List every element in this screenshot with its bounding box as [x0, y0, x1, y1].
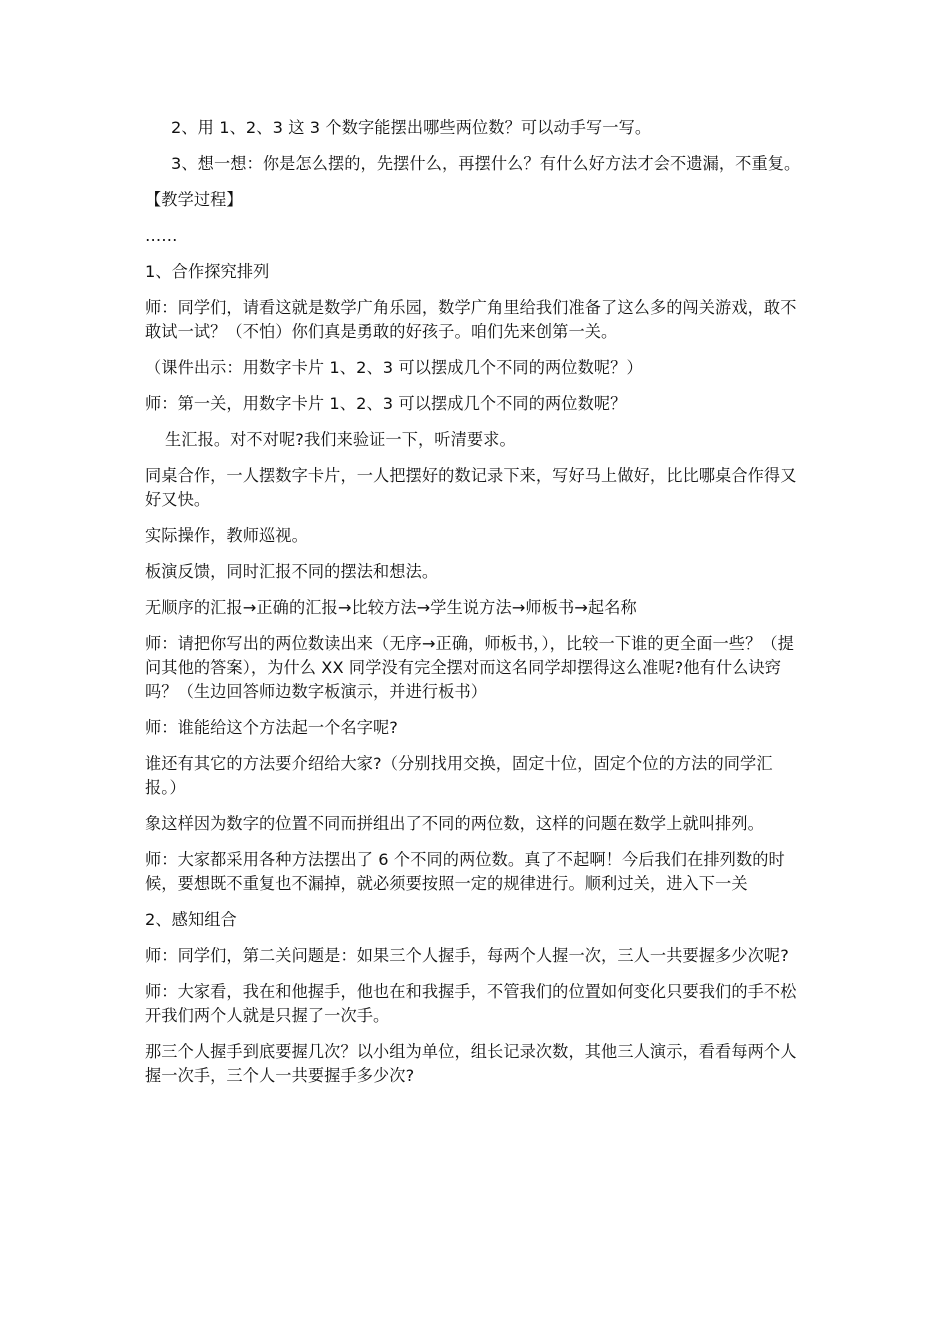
paragraph-student-report: 生汇报。对不对呢?我们来验证一下，听清要求。 — [165, 430, 516, 449]
paragraph-group-activity: 那三个人握手到底要握几次？以小组为单位，组长记录次数，其他三人演示，看看每两个人握一次手，三个人一共要握手多少次? — [145, 1042, 797, 1085]
subheading-perceive-combination: 2、感知组合 — [145, 910, 237, 929]
paragraph-report-sequence: 无顺序的汇报→正确的汇报→比较方法→学生说方法→师板书→起名称 — [145, 598, 637, 617]
document-page — [145, 116, 805, 1100]
paragraph-name-method: 师：谁能给这个方法起一个名字呢? — [145, 718, 399, 737]
paragraph-task-3: 3、想一想：你是怎么摆的，先摆什么，再摆什么？有什么好方法才会不遗漏，不重复。 — [171, 154, 801, 173]
paragraph-teacher-intro: 师：同学们，请看这就是数学广角乐园，数学广角里给我们准备了这么多的闯关游戏，敢不敢试一试？（不怕）你们真是勇敢的好孩子。咱们先来创第一关。 — [145, 298, 797, 341]
paragraph-pair-work: 同桌合作，一人摆数字卡片，一人把摆好的数记录下来，写好马上做好，比比哪桌合作得又好又快。 — [145, 466, 797, 509]
paragraph-practice: 实际操作，教师巡视。 — [145, 526, 308, 545]
paragraph-board-feedback: 板演反馈，同时汇报不同的摆法和想法。 — [145, 562, 439, 581]
section-heading-teaching-process: 【教学过程】 — [145, 190, 243, 209]
paragraph-handshake-demo: 师：大家看，我在和他握手，他也在和我握手，不管我们的位置如何变化只要我们的手不松开我们两个人就是只握了一次手。 — [145, 982, 797, 1025]
paragraph-first-level: 师：第一关，用数字卡片 1、2、3 可以摆成几个不同的两位数呢？ — [145, 394, 627, 413]
paragraph-other-methods: 谁还有其它的方法要介绍给大家?（分别找用交换，固定十位，固定个位的方法的同学汇报。） — [145, 754, 773, 797]
paragraph-task-2: 2、用 1、2、3 这 3 个数字能摆出哪些两位数？可以动手写一写。 — [171, 118, 652, 137]
paragraph-summary: 师：大家都采用各种方法摆出了 6 个不同的两位数。真了不起啊！今后我们在排列数的时候，要想既不重复也不漏掉，就必须要按照一定的规律进行。顺利过关，进入下一关 — [145, 850, 785, 893]
paragraph-read-numbers: 师：请把你写出的两位数读出来（无序→正确，师板书，），比较一下谁的更全面一些？（提问其他的答案），为什么 XX 同学没有完全摆对而这名同学却摆得这么准呢?他有什么诀窍吗？（生边回答师边数字板演示，并进行板书） — [145, 634, 794, 701]
subheading-cooperative-exploration: 1、合作探究排列 — [145, 262, 270, 281]
paragraph-courseware-display: （课件出示：用数字卡片 1、2、3 可以摆成几个不同的两位数呢？） — [145, 358, 643, 377]
paragraph-permutation-definition: 象这样因为数字的位置不同而拼组出了不同的两位数，这样的问题在数学上就叫排列。 — [145, 814, 764, 833]
paragraph-second-level: 师：同学们，第二关问题是：如果三个人握手，每两个人握一次，三人一共要握多少次呢? — [145, 946, 789, 965]
ellipsis-line: …… — [145, 226, 178, 245]
